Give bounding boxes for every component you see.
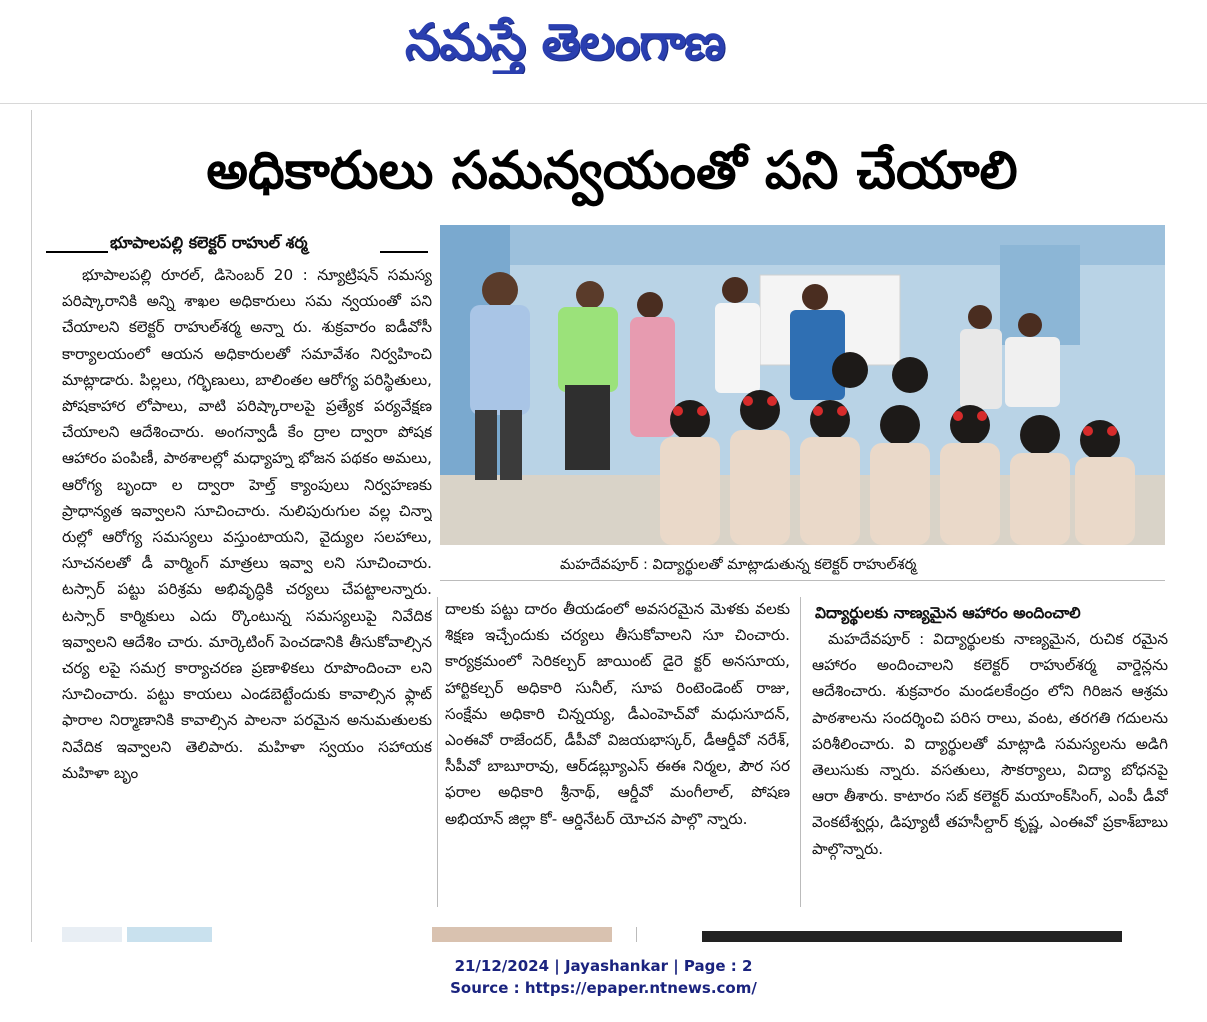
classroom-photo-image: [440, 225, 1165, 545]
newspaper-logo: నమస్తే తెలంగాణ: [405, 13, 725, 71]
article-headline: అధికారులు సమన్వయంతో పని చేయాలి: [206, 141, 1018, 201]
column-divider-1: [437, 597, 438, 907]
next-story-strip: [62, 927, 1167, 942]
footer-date-page: 21/12/2024 | Jayashankar | Page : 2: [454, 957, 753, 975]
masthead: [0, 0, 1207, 100]
byline-rule-left: [46, 251, 108, 253]
masthead-divider: [0, 103, 1207, 104]
epaper-footer: [0, 955, 1207, 999]
cropped-next-story-image: [62, 927, 1167, 942]
article-column-2: దాలకు పట్టు దారం తీయడంలో అవసరమైన మెళకు వలకు శిక్షణ ఇచ్చేందుకు చర్యలు తీసుకోవాలని సూ చించారు. కార్యక్రమంలో సెరికల్చర్ జాయింట్ డైరె క్టర్ అనసూయ, హార్టికల్చర్ అధికారి సునీల్, సూప రింటెండెంట్ రాజు, సంక్షేమ అధికారి చిన్నయ్య, డీఎంహెచ్‌వో మధుసూదన్, ఎంఈవో రాజేందర్, డీపీవో విజయభాస్కర్, డీఆర్డీవో నరేశ్, సీపీవో బాబూరావు, ఆర్‌డబ్ల్యూఎస్ ఈఈ నిర్మల, పౌర సర ఫరాల అధికారి శ్రీనాథ్, ఆర్డీవో మంగీలాల్, పోషణ అభియాన్ జిల్లా కో- ఆర్డినేటర్ యోచన పాల్గొ న్నారు.: [445, 600, 790, 828]
byline-rule-right: [380, 251, 428, 253]
side-story-headline: విద్యార్థులకు నాణ్యమైన ఆహారం అందించాలి: [815, 604, 1081, 622]
caption-divider: [440, 580, 1165, 581]
article-column-1: భూపాలపల్లి రూరల్, డిసెంబర్ 20 : న్యూట్రిషన్ సమస్య పరిష్కారానికి అన్ని శాఖల అధికారులు సమ న్వయంతో పని చేయాలని కలెక్టర్ రాహుల్‌శర్మ అన్నా రు. శుక్రవారం ఐడీవోసీ కార్యాలయంలో ఆయన అధికారులతో సమావేశం నిర్వహించి మాట్లాడారు. పిల్లలు, గర్భిణులు, బాలింతల ఆరోగ్య పరిస్థితులు, పోషకాహార లోపాలు, వాటి పరిష్కారాలపై ప్రత్యేక పర్యవేక్షణ చేయాలని ఆదేశించారు. అంగన్వాడీ కేం ద్రాల ద్వారా పోషక ఆహారం పంపిణీ, పాఠశాలల్లో మధ్యాహ్న భోజన పథకం అమలు, ఆరోగ్య బృందా ల ద్వారా హెల్త్ క్యాంపులు నిర్వహణకు ప్రాధాన్యత ఇవ్వాలని సూచించారు. నులిపురుగుల వల్ల చిన్నా రుల్లో ఆరోగ్య సమస్యలు వస్తుంటాయని, వైద్యుల సలహాలు, సూచనలతో డీ వార్మింగ్ మాత్రలు ఇవ్వా లని సూచించారు. టస్సార్ పట్టు పరిశ్రమ అభివృద్ధికి చర్యలు చేపట్టాలన్నారు. టస్సార్ కార్మికులు ఎదు ర్కొంటున్న సమస్యలుపై నివేదిక ఇవ్వాలని ఆదేశిం చారు. మార్కెటింగ్ పెంచడానికి తీసుకోవాల్సిన చర్య లపై సమగ్ర కార్యాచరణ ప్రణాళికలు రూపొందించా లని సూచించారు. పట్టు కాయలు ఎండబెట్టేందుకు కావాల్సిన ఫ్లాట్ ఫారాల నిర్మాణానికి కావాల్సిన పాలనా పరమైన అనుమతులకు నివేదిక ఇవ్వాలని తెలిపారు. మహిళా స్వయం సహాయక మహిళా బృం: [62, 266, 432, 782]
footer-source: Source : https://epaper.ntnews.com/: [450, 979, 757, 997]
column-divider-2: [800, 597, 801, 907]
photo-caption: మహదేవపూర్ : విద్యార్థులతో మాట్లాడుతున్న కలెక్టర్ రాహుల్‌శర్మ: [560, 557, 917, 573]
article-byline: భూపాలపల్లి కలెక్టర్ రాహుల్ శర్మ: [110, 233, 308, 252]
side-story-body: మహదేవపూర్ : విద్యార్థులకు నాణ్యమైన, రుచిక రమైన ఆహారం అందించాలని కలెక్టర్ రాహుల్‌శర్మ వార్డెన్లను ఆదేశించారు. శుక్రవారం మండలకేంద్రం లోని గిరిజన ఆశ్రమ పాఠశాలను సందర్శించి పరిస రాలు, వంట, తరగతి గదులను పరిశీలించారు. వి ద్యార్థులతో మాట్లాడి సమస్యలను అడిగి తెలుసుకు న్నారు. వసతులు, సౌకర్యాలు, విద్యా బోధనపై ఆరా తీశారు. కాటారం సబ్ కలెక్టర్ మయాంక్‌సింగ్, ఎంపీ డీవో వెంకటేశ్వర్లు, డిప్యూటీ తహసీల్దార్ కృష్ణ, ఎంఈవో ప్రకాశ్‌బాబు పాల్గొన్నారు.: [812, 630, 1168, 858]
article-photo: [440, 225, 1165, 545]
